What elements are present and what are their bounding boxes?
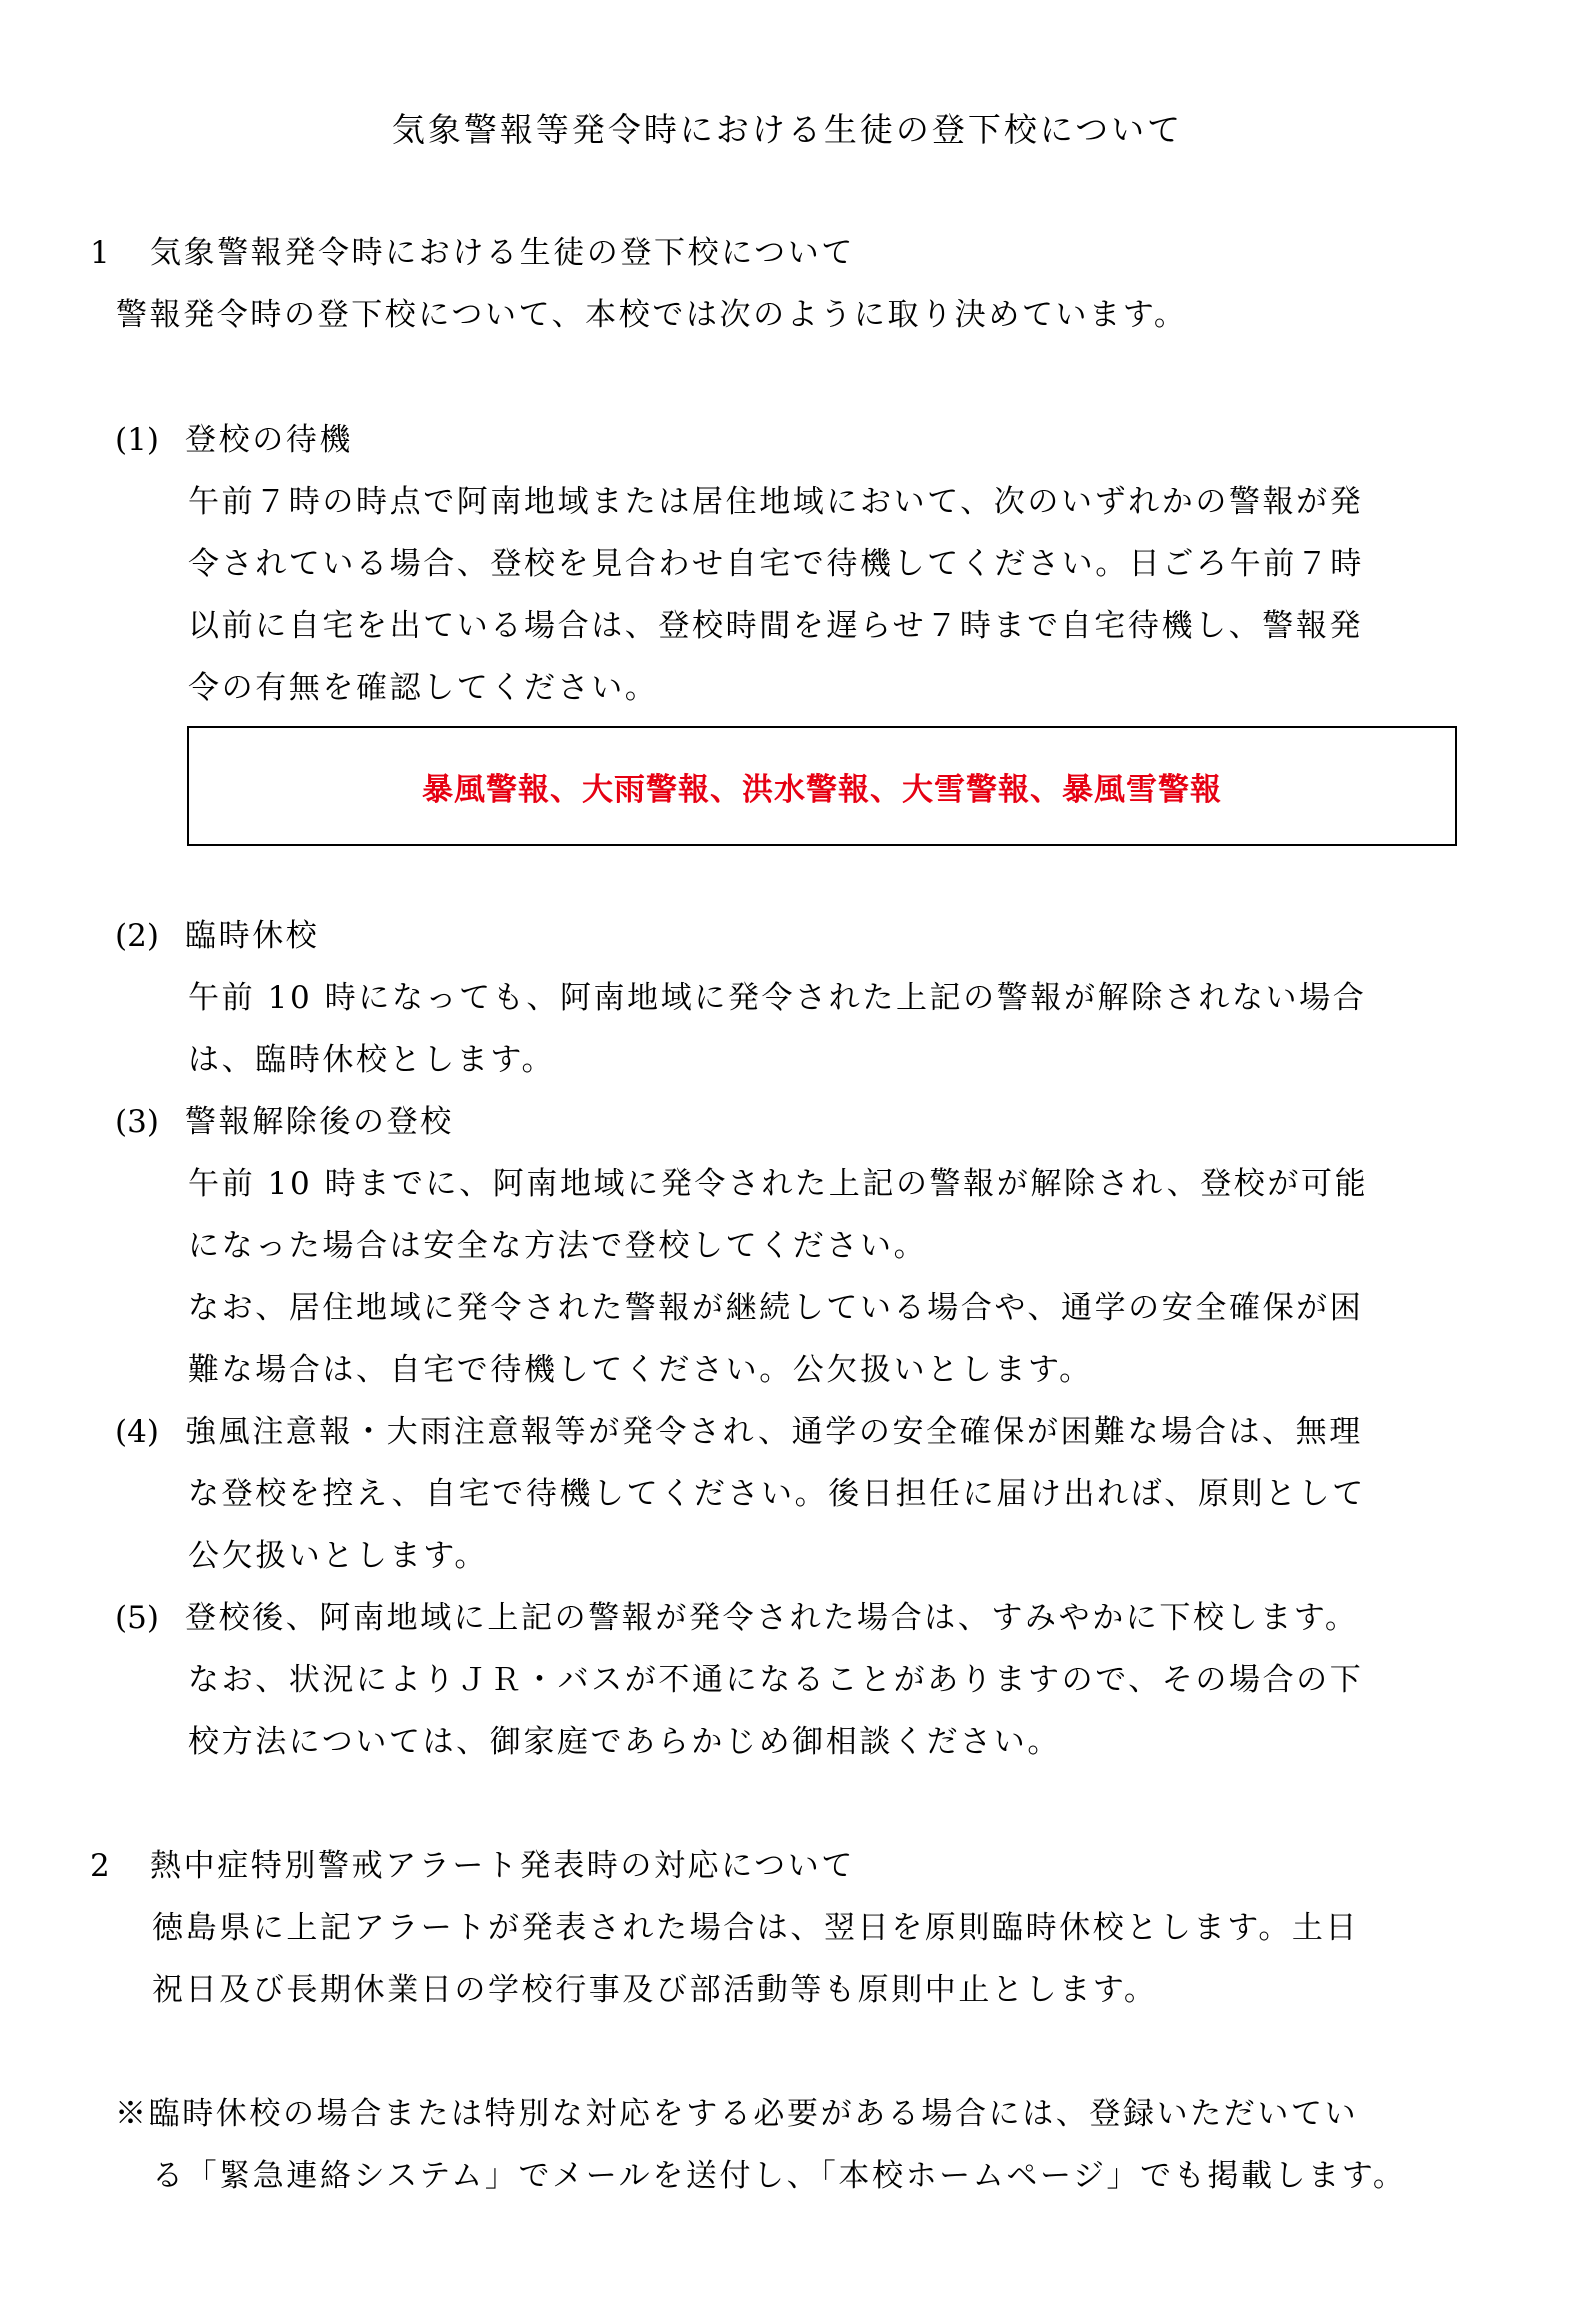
item-2-line-2: は、臨時休校とします。	[188, 1042, 556, 1078]
item-2-heading: 臨時休校	[185, 918, 320, 954]
section-2-number: 2	[90, 1848, 110, 1884]
warning-list-text: 暴風警報、大雨警報、洪水警報、大雪警報、暴風雪警報	[422, 771, 1222, 808]
item-1-line-1: 午前７時の時点で阿南地域または居住地域において、次のいずれかの警報が発	[188, 484, 1364, 520]
section-2-line-1: 徳島県に上記アラートが発表された場合は、翌日を原則臨時休校とします。土日	[152, 1910, 1360, 1946]
item-5-number: (5)	[115, 1600, 159, 1636]
item-1-line-3: 以前に自宅を出ている場合は、登校時間を遅らせ７時まで自宅待機し、警報発	[188, 608, 1364, 644]
warning-list-box	[187, 726, 1457, 846]
item-5-line-1: 登校後、阿南地域に上記の警報が発令された場合は、すみやかに下校します。	[185, 1600, 1359, 1636]
item-1-line-4: 令の有無を確認してください。	[188, 670, 659, 706]
item-3-line-3: なお、居住地域に発令された警報が継続している場合や、通学の安全確保が困	[188, 1290, 1364, 1326]
item-1-line-2: 令されている場合、登校を見合わせ自宅で待機してください。日ごろ午前７時	[188, 546, 1364, 582]
item-2-line-1: 午前 10 時になっても、阿南地域に発令された上記の警報が解除されない場合	[188, 980, 1367, 1016]
item-1-heading: 登校の待機	[185, 422, 353, 458]
document-title: 気象警報等発令時における生徒の登下校について	[391, 110, 1184, 149]
note-line-1: ※臨時休校の場合または特別な対応をする必要がある場合には、登録いただいてい	[115, 2096, 1359, 2132]
item-2-number: (2)	[115, 918, 159, 954]
item-4-line-2: な登校を控え、自宅で待機してください。後日担任に届け出れば、原則として	[188, 1476, 1366, 1512]
section-1-number: 1	[90, 235, 110, 271]
note-line-2: る「緊急連絡システム」でメールを送付し、「本校ホームページ」でも掲載します。	[152, 2158, 1407, 2194]
item-4-number: (4)	[115, 1414, 159, 1450]
section-1-intro: 警報発令時の登下校について、本校では次のように取り決めています。	[116, 297, 1188, 333]
item-4-line-1: 強風注意報・大雨注意報等が発令され、通学の安全確保が困難な場合は、無理	[185, 1414, 1363, 1450]
item-3-number: (3)	[115, 1104, 159, 1140]
item-4-line-3: 公欠扱いとします。	[188, 1538, 488, 1574]
item-5-line-3: 校方法については、御家庭であらかじめ御相談ください。	[188, 1724, 1061, 1760]
item-3-line-1: 午前 10 時までに、阿南地域に発令された上記の警報が解除され、登校が可能	[188, 1166, 1369, 1202]
section-2-heading: 熱中症特別警戒アラート発表時の対応について	[150, 1848, 855, 1884]
item-3-heading: 警報解除後の登校	[185, 1104, 454, 1140]
item-3-line-4: 難な場合は、自宅で待機してください。公欠扱いとします。	[188, 1352, 1093, 1388]
item-5-line-2: なお、状況によりＪＲ・バスが不通になることがありますので、その場合の下	[188, 1662, 1364, 1698]
item-3-line-2: になった場合は安全な方法で登校してください。	[188, 1228, 928, 1264]
item-1-number: (1)	[115, 422, 159, 458]
section-2-line-2: 祝日及び長期休業日の学校行事及び部活動等も原則中止とします。	[152, 1972, 1158, 2008]
section-1-heading: 気象警報発令時における生徒の登下校について	[150, 235, 855, 271]
